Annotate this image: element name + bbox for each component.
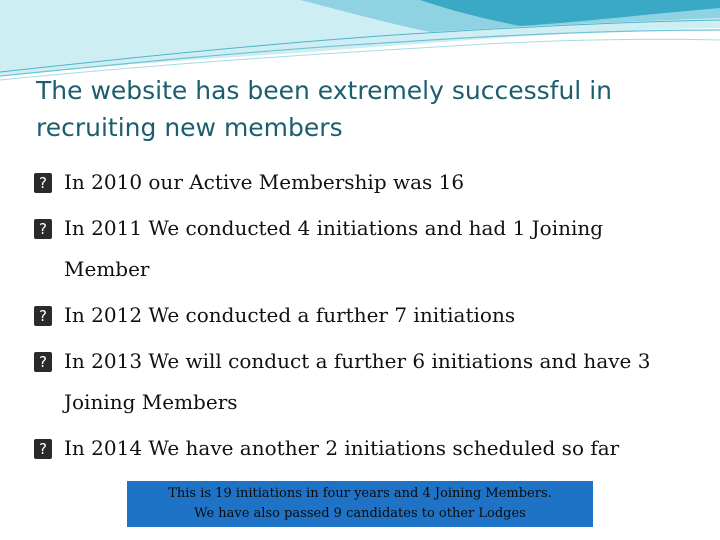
bullet-text: In 2014 We have another 2 initiations scheduled so far: [64, 436, 620, 460]
missing-glyph-icon: ?: [34, 219, 52, 239]
slide-title: The website has been extremely successful in recruiting new members: [36, 76, 612, 142]
bullet-text: In 2011 We conducted 4 initiations and had 1 Joining Member: [64, 216, 604, 281]
missing-glyph-icon: ?: [34, 173, 52, 193]
bullet-item-2013: [34, 341, 694, 423]
bullet-item-2011: [34, 208, 694, 290]
summary-note-box: [127, 481, 593, 527]
bullet-list: [34, 162, 694, 474]
summary-note-line-2: We have also passed 9 candidates to other Lodges: [194, 506, 526, 521]
missing-glyph-icon: ?: [34, 306, 52, 326]
bullet-item-2010: [34, 162, 694, 203]
bullet-text: In 2012 We conducted a further 7 initiations: [64, 303, 516, 327]
bullet-item-2012: [34, 295, 694, 336]
bullet-item-2014: [34, 428, 694, 469]
summary-note-line-1: This is 19 initiations in four years and 4 Joining Members.: [168, 486, 552, 501]
missing-glyph-icon: ?: [34, 439, 52, 459]
missing-glyph-icon: ?: [34, 352, 52, 372]
bullet-text: In 2013 We will conduct a further 6 initiations and have 3 Joining Members: [64, 349, 651, 414]
bullet-text: In 2010 our Active Membership was 16: [64, 170, 465, 194]
